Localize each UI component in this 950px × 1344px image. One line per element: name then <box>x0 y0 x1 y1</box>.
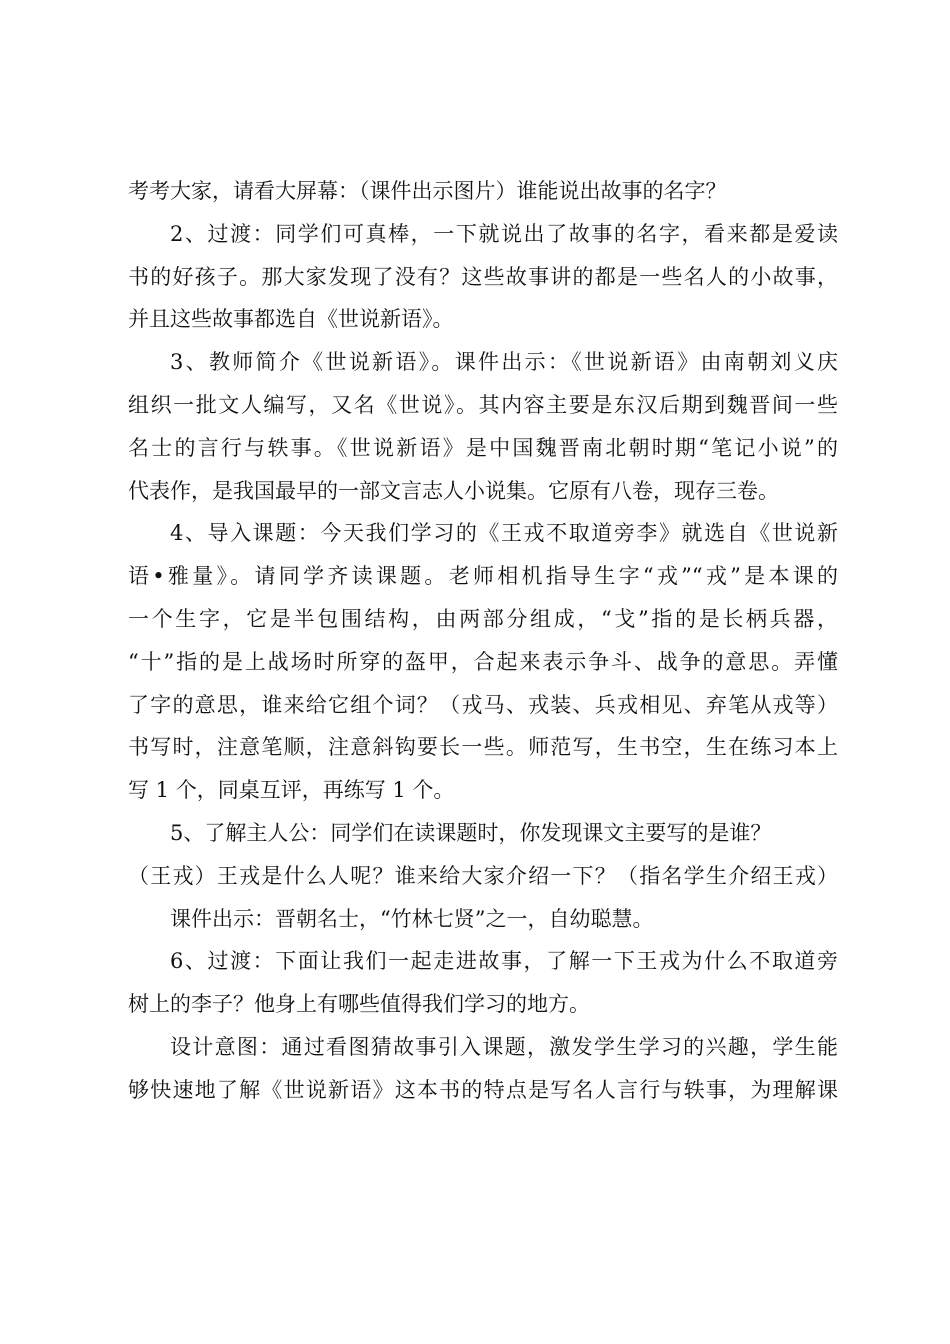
text-line: 写 1 个，同桌互评，再练写 1 个。 <box>128 778 455 803</box>
text-line: 并且这些故事都选自《世说新语》。 <box>128 307 454 332</box>
text-line: 课件出示：晋朝名士，“竹林七贤”之一，自幼聪慧。 <box>170 906 654 931</box>
text-line: 2、过渡：同学们可真棒，一下就说出了故事的名字，看来都是爱读 <box>170 221 838 246</box>
text-line: 4、导入课题：今天我们学习的《王戎不取道旁李》就选自《世说新 <box>170 521 838 546</box>
text-line: （王戎）王戎是什么人呢？谁来给大家介绍一下？（指名学生介绍王戎） <box>128 863 838 888</box>
text-line: 书的好孩子。那大家发现了没有？这些故事讲的都是一些名人的小故事， <box>128 264 838 289</box>
text-line: 6、过渡：下面让我们一起走进故事，了解一下王戎为什么不取道旁 <box>170 949 838 974</box>
text-line: 3、教师简介《世说新语》。课件出示：《世说新语》由南朝刘义庆 <box>170 350 838 375</box>
text-line: 语•雅量》。请同学齐读课题。老师相机指导生字“戎”“戎”是本课的 <box>128 564 838 589</box>
text-line: 了字的意思，谁来给它组个词？（戎马、戎装、兵戎相见、弃笔从戎等） <box>128 692 838 717</box>
text-line: “十”指的是上战场时所穿的盔甲，合起来表示争斗、战争的意思。弄懂 <box>128 649 838 674</box>
text-line: 代表作，是我国最早的一部文言志人小说集。它原有八卷，现存三卷。 <box>128 478 779 503</box>
document-body <box>128 170 838 1112</box>
text-line: 名士的言行与轶事。《世说新语》是中国魏晋南北朝时期“笔记小说”的 <box>128 435 838 460</box>
text-line: 够快速地了解《世说新语》这本书的特点是写名人言行与轶事，为理解课 <box>128 1077 838 1102</box>
text-line: 5、了解主人公：同学们在读课题时，你发现课文主要写的是谁？ <box>170 820 772 845</box>
text-line: 书写时，注意笔顺，注意斜钩要长一些。师范写，生书空，生在练习本上 <box>128 735 838 760</box>
text-line: 设计意图：通过看图猜故事引入课题，激发学生学习的兴趣，学生能 <box>170 1034 838 1059</box>
text-line: 组织一批文人编写，又名《世说》。其内容主要是东汉后期到魏晋间一些 <box>128 392 838 417</box>
text-line: 考考大家，请看大屏幕：（课件出示图片）谁能说出故事的名字？ <box>128 179 727 203</box>
text-line: 树上的李子？他身上有哪些值得我们学习的地方。 <box>128 992 590 1017</box>
text-line: 一个生字，它是半包围结构，由两部分组成，“戈”指的是长柄兵器， <box>128 606 838 631</box>
